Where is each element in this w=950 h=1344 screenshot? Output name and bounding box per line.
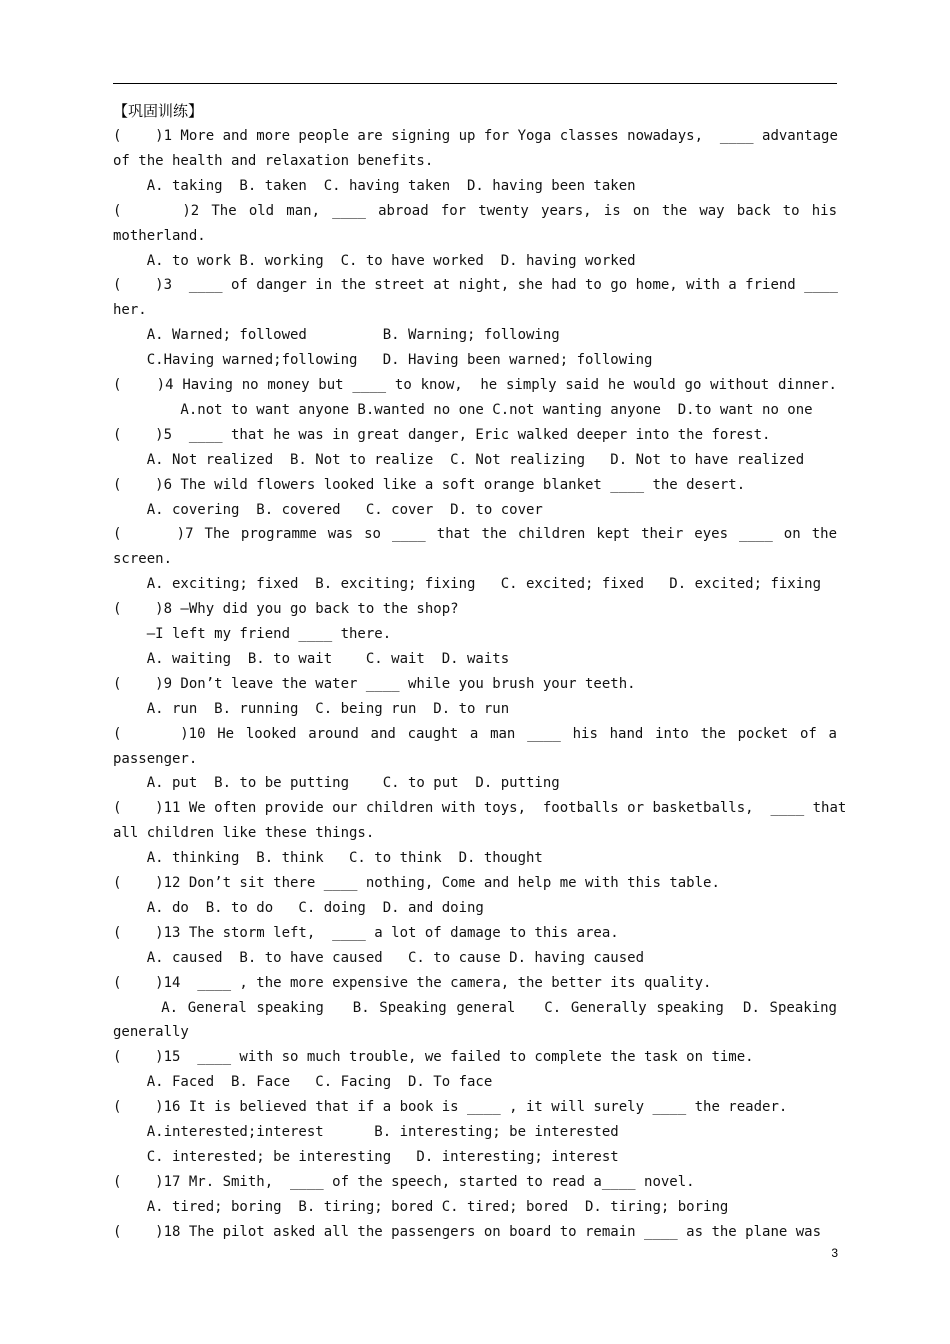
text-line: A.not to want anyone B.wanted no one C.not wanting anyone D.to want no one — [113, 401, 813, 418]
section-heading: 【巩固训练】 — [113, 102, 204, 120]
text-line: A. taking B. taken C. having taken D. having been taken — [113, 177, 636, 194]
text-line: ( )6 The wild flowers looked like a soft orange blanket ____ the desert. — [113, 476, 746, 493]
text-line: motherland. — [113, 227, 206, 244]
text-line: A. covering B. covered C. cover D. to cover — [113, 501, 543, 518]
text-line: —I left my friend ____ there. — [113, 626, 392, 642]
text-line: screen. — [113, 551, 173, 568]
text-line: ( )11 We often provide our children with toys, footballs or basketballs, ____ that — [113, 800, 847, 817]
text-line: ( )3 ____ of danger in the street at night, she had to go home, with a friend ____ — [113, 277, 838, 294]
text-line: ( )9 Don’t leave the water ____ while you brush your teeth. — [113, 675, 636, 692]
text-line: ( )4 Having no money but ____ to know, he simply said he would go without dinner. — [113, 377, 837, 393]
text-line: ( )1 More and more people are signing up for Yoga classes nowadays, ____ advantage — [113, 128, 838, 144]
text-line: A. exciting; fixed B. exciting; fixing C. excited; fixed D. excited; fixing — [113, 576, 822, 593]
text-line: ( )17 Mr. Smith, ____ of the speech, started to read a____ novel. — [113, 1173, 695, 1190]
text-line: C.Having warned;following D. Having been warned; following — [113, 352, 653, 369]
text-line: ( )16 It is believed that if a book is ____ , it will surely ____ the reader. — [113, 1099, 788, 1116]
text-line: ( )18 The pilot asked all the passengers on board to remain ____ as the plane was — [113, 1223, 822, 1240]
text-line: A. waiting B. to wait C. wait D. waits — [113, 650, 510, 667]
text-line: ( )10 He looked around and caught a man ____ his hand into the pocket of a — [113, 725, 837, 742]
text-line: A. tired; boring B. tiring; bored C. tired; bored D. tiring; boring — [113, 1198, 729, 1215]
text-line: ( )13 The storm left, ____ a lot of damage to this area. — [113, 924, 619, 941]
text-line: A. do B. to do C. doing D. and doing — [113, 899, 484, 916]
text-line: A. to work B. working C. to have worked D. having worked — [113, 252, 636, 269]
text-line: A. thinking B. think C. to think D. thought — [113, 850, 543, 867]
text-line: all children like these things. — [113, 825, 375, 842]
text-line: her. — [113, 302, 147, 319]
text-line: A. Not realized B. Not to realize C. Not realizing D. Not to have realized — [113, 451, 805, 468]
text-line: A. General speaking B. Speaking general C. Generally speaking D. Speaking — [113, 999, 837, 1016]
text-line: ( )8 —Why did you go back to the shop? — [113, 601, 459, 618]
text-line: generally — [113, 1024, 189, 1041]
text-line: ( )5 ____ that he was in great danger, Eric walked deeper into the forest. — [113, 426, 771, 443]
text-line: of the health and relaxation benefits. — [113, 152, 434, 169]
text-line: A. put B. to be putting C. to put D. putting — [113, 775, 560, 792]
text-line: A. run B. running C. being run D. to run — [113, 700, 510, 717]
text-line: A.interested;interest B. interesting; be interested — [113, 1124, 619, 1140]
text-line: ( )2 The old man, ____ abroad for twenty years, is on the way back to his — [113, 202, 837, 219]
text-line: A. caused B. to have caused C. to cause D. having caused — [113, 949, 645, 966]
header-rule — [113, 83, 837, 84]
text-line: ( )12 Don’t sit there ____ nothing, Come and help me with this table. — [113, 875, 720, 891]
text-line: C. interested; be interesting D. interesting; interest — [113, 1148, 619, 1165]
text-line: A. Warned; followed B. Warning; following — [113, 327, 560, 344]
text-line: ( )7 The programme was so ____ that the children kept their eyes ____ on the — [113, 526, 837, 543]
page-number: 3 — [831, 1246, 838, 1260]
text-line: ( )15 ____ with so much trouble, we failed to complete the task on time. — [113, 1049, 754, 1066]
text-line: passenger. — [113, 750, 198, 767]
text-line: A. Faced B. Face C. Facing D. To face — [113, 1074, 493, 1091]
text-line: ( )14 ____ , the more expensive the camera, the better its quality. — [113, 974, 712, 991]
